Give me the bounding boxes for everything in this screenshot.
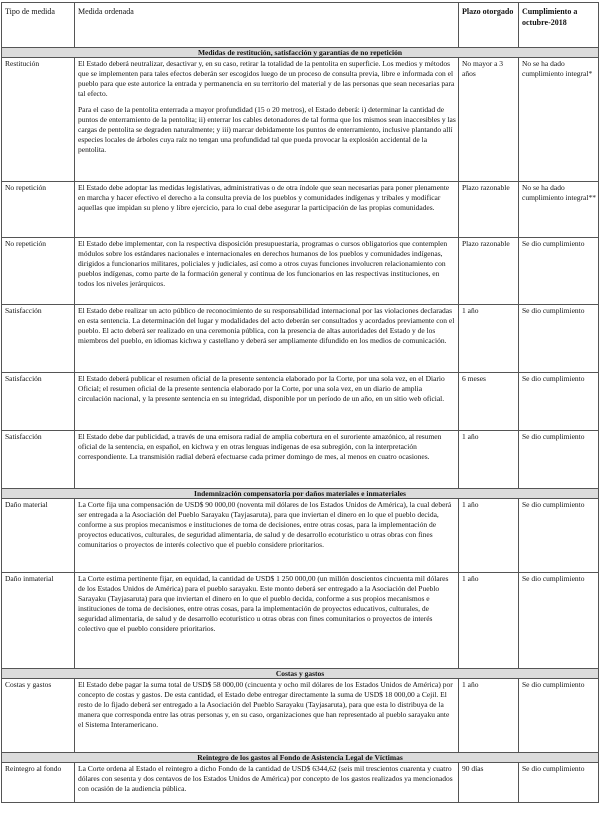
table-row xyxy=(2,431,599,489)
table-row xyxy=(2,373,599,431)
header-plazo: Plazo otorgado xyxy=(459,3,519,48)
cell-plazo: Plazo razonable xyxy=(459,182,519,238)
section-row xyxy=(2,669,599,679)
table-row xyxy=(2,573,599,669)
cell-cumplimiento: Se dio cumplimiento xyxy=(519,679,599,753)
cell-plazo: 1 año xyxy=(459,499,519,573)
cell-cumplimiento: Se dio cumplimiento xyxy=(519,238,599,305)
table-row xyxy=(2,679,599,753)
cell-cumplimiento: No se ha dado cumplimiento integral** xyxy=(519,182,599,238)
cell-plazo: 1 año xyxy=(459,431,519,489)
cell-medida: El Estado debe implementar, con la respectiva disposición presupuestaria, programas o cursos obligatorios que contemplen módulos sobre los estándares nacionales e internacionales en derechos humanos de los pueblos y comunidades indígenas, dirigidos a funcionarios militares, policiales y judiciales, así como a otros cuyas funciones involucren relacionamiento con pueblos indígenas, como parte de la formación general y continua de los funcionarios en las respectivas instituciones, en todos los niveles jerárquicos. xyxy=(75,238,459,305)
header-medida: Medida ordenada xyxy=(75,3,459,48)
cell-cumplimiento: Se dio cumplimiento xyxy=(519,763,599,803)
section-title: Reintegro de los gastos al Fondo de Asistencia Legal de Víctimas xyxy=(2,753,599,763)
header-cumplimiento: Cumplimiento a octubre-2018 xyxy=(519,3,599,48)
cell-medida: La Corte estima pertinente fijar, en equidad, la cantidad de USD$ 1 250 000,00 (un millón doscientos cincuenta mil dólares de los Estados Unidos de América) para el pueblo sarayaku. Este monto deberá ser entregado a la Asociación del Pueblo Sarayaku (Tayjasaruta) para que inviertan el dinero en lo que el pueblo decida, conforme a sus propios mecanismos e instituciones de toma de decisiones, entre otras cosas, para la implementación de proyectos educativos, culturales, de seguridad alimentaria, de salud y de desarrollo ecoturístico u otras obras con fines comunitarios o proyectos de interés colectivo que el pueblo considere prioritarios. xyxy=(75,573,459,669)
cell-medida: El Estado debe adoptar las medidas legislativas, administrativas o de otra índole que sean necesarias para poner plenamente en marcha y hacer efectivo el derecho a la consulta previa de los pueblos y comunidades indígenas y tribales y modificar aquellas que impidan su pleno y libre ejercicio, para lo cual debe asegurar la participación de las propias comunidades. xyxy=(75,182,459,238)
cell-plazo: 1 año xyxy=(459,679,519,753)
cell-plazo: 90 días xyxy=(459,763,519,803)
cell-tipo: Daño inmaterial xyxy=(2,573,75,669)
table-row xyxy=(2,238,599,305)
medida-paragraph: El Estado deberá neutralizar, desactivar y, en su caso, retirar la totalidad de la pentolita en superficie. Los medios y métodos que se implementen para tales efectos deberán ser escogidos luego de un proceso de consulta previa, libre e informada con el pueblo para que este autorice la entrada y permanencia en su territorio del material y de las personas que sean necesarias para tal efecto. xyxy=(78,59,455,98)
cell-tipo: Satisfacción xyxy=(2,431,75,489)
table-row xyxy=(2,182,599,238)
cell-cumplimiento: Se dio cumplimiento xyxy=(519,373,599,431)
section-row xyxy=(2,753,599,763)
table-header-row xyxy=(2,3,599,48)
cell-tipo: No repetición xyxy=(2,238,75,305)
table-row xyxy=(2,763,599,803)
cell-cumplimiento: Se dio cumplimiento xyxy=(519,431,599,489)
section-row xyxy=(2,48,599,58)
header-tipo: Tipo de medida xyxy=(2,3,75,48)
table-row xyxy=(2,499,599,573)
table-row xyxy=(2,58,599,182)
cell-medida: El Estado debe realizar un acto público de reconocimiento de su responsabilidad internacional por las violaciones declaradas en esta sentencia. La determinación del lugar y modalidades del acto deberán ser consultados y acordados previamente con el pueblo. El acto deberá ser realizado en una ceremonia pública, con la presencia de altas autoridades del Estado y de los miembros del pueblo, en idiomas kichwa y castellano y deberá ser ampliamente difundido en los medios de comunicación. xyxy=(75,305,459,373)
measures-table xyxy=(1,2,599,803)
cell-tipo: Satisfacción xyxy=(2,305,75,373)
cell-plazo: No mayor a 3 años xyxy=(459,58,519,182)
cell-tipo: Restitución xyxy=(2,58,75,182)
cell-plazo: Plazo razonable xyxy=(459,238,519,305)
table-row xyxy=(2,305,599,373)
cell-medida: La Corte fija una compensación de USD$ 90 000,00 (noventa mil dólares de los Estados Unidos de América), la cual deberá ser entregada a la Asociación del Pueblo Sarayaku (Tayjasaruta), para que inviertan el dinero en lo que el pueblo decida, conforme a sus propios mecanismos e instituciones de toma de decisiones, entre otras cosas, para la implementación de proyectos educativos, culturales, de seguridad alimentaria, de salud y de desarrollo ecoturístico u otras obras con fines comunitarios o proyectos de interés colectivo que el pueblo considere prioritarios. xyxy=(75,499,459,573)
cell-tipo: Daño material xyxy=(2,499,75,573)
cell-tipo: Reintegro al fondo xyxy=(2,763,75,803)
cell-medida: La Corte ordena al Estado el reintegro a dicho Fondo de la cantidad de USD$ 6344,62 (seis mil trescientos cuarenta y cuatro dólares con sesenta y dos centavos de los Estados Unidos de América) por concepto de los gastos realizados ya mencionados con ocasión de la audiencia pública. xyxy=(75,763,459,803)
medida-paragraph: Para el caso de la pentolita enterrada a mayor profundidad (15 o 20 metros), el Estado deberá: i) determinar la cantidad de puntos de enterramiento de la pentolita; ii) enterrar los cables detonadores de tal forma que los mismos sean inaccesibles y las cargas de pentolita se degraden naturalmente; y iii) marcar debidamente los puntos de enterramiento, inclusive plantando allí especies locales de árboles cuya raíz no tengan una profundidad tal que pueda provocar la explosión accidental de la pentolita. xyxy=(78,105,456,154)
cell-plazo: 1 año xyxy=(459,305,519,373)
cell-tipo: No repetición xyxy=(2,182,75,238)
cell-medida: El Estado debe pagar la suma total de USD$ 58 000,00 (cincuenta y ocho mil dólares de los Estados Unidos de América) por concepto de costas y gastos. De esta cantidad, el Estado debe entregar directamente la suma de USD$ 18 000,00 a Cejil. El resto de lo fijado deberá ser entregado a la Asociación del Pueblo Sarayaku (Tayjasaruta), para que esta lo distribuya de la manera que corresponda entre las otras personas y, en su caso, organizaciones que han representado al pueblo sarayaku ante el Sistema Interamericano. xyxy=(75,679,459,753)
cell-plazo: 1 año xyxy=(459,573,519,669)
section-title: Costas y gastos xyxy=(2,669,599,679)
cell-tipo: Costas y gastos xyxy=(2,679,75,753)
cell-cumplimiento: No se ha dado cumplimiento integral* xyxy=(519,58,599,182)
section-title: Medidas de restitución, satisfacción y garantías de no repetición xyxy=(2,48,599,58)
cell-plazo: 6 meses xyxy=(459,373,519,431)
cell-medida xyxy=(75,58,459,182)
section-row xyxy=(2,489,599,499)
cell-tipo: Satisfacción xyxy=(2,373,75,431)
cell-medida: El Estado deberá publicar el resumen oficial de la presente sentencia elaborado por la Corte, por una sola vez, en el Diario Oficial; el resumen oficial de la presente sentencia elaborado por la Corte, por una sola vez, en un diario de amplia circulación nacional, y la presente sentencia en su integridad, disponible por un período de un año, en un sitio web oficial. xyxy=(75,373,459,431)
cell-cumplimiento: Se dio cumplimiento xyxy=(519,573,599,669)
cell-medida: El Estado debe dar publicidad, a través de una emisora radial de amplia cobertura en el suroriente amazónico, al resumen oficial de la sentencia, en español, en kichwa y en otras lenguas indígenas de esa subregión, con la interpretación correspondiente. La transmisión radial deberá efectuarse cada primer domingo de mes, al menos en cuatro ocasiones. xyxy=(75,431,459,489)
cell-cumplimiento: Se dio cumplimiento xyxy=(519,499,599,573)
section-title: Indemnización compensatoria por daños materiales e inmateriales xyxy=(2,489,599,499)
cell-cumplimiento: Se dio cumplimiento xyxy=(519,305,599,373)
